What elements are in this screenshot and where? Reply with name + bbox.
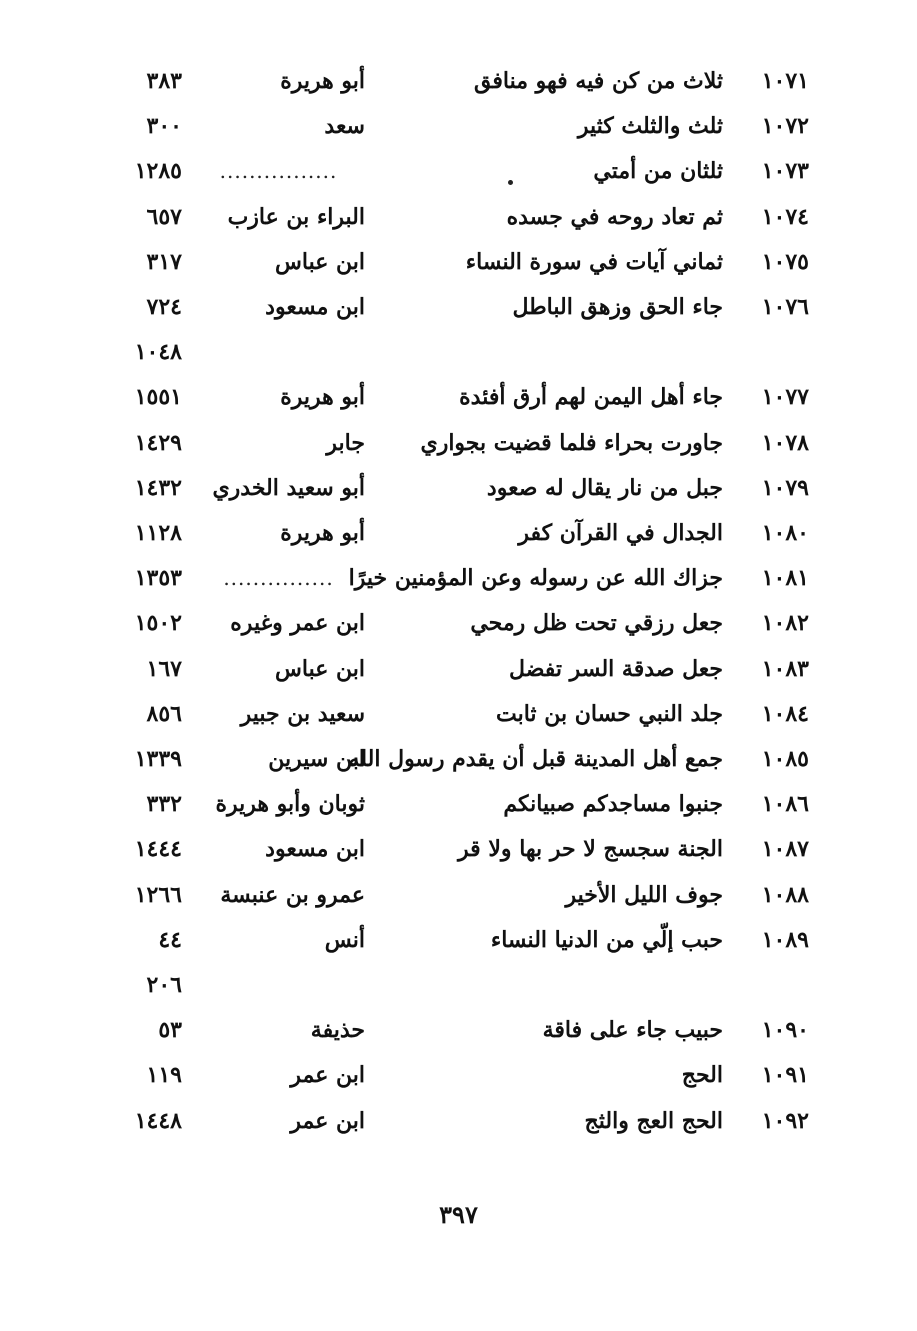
reference-number: ١٦٧ xyxy=(146,656,182,682)
dotted-leader: ................ xyxy=(219,159,338,183)
hadith-text: ثماني آيات في سورة النساء xyxy=(465,249,723,275)
narrator-name: سعيد بن جبير xyxy=(240,701,365,727)
reference-number: ٣٣٢ xyxy=(146,791,182,817)
entry-number: ١٠٩٠ xyxy=(761,1017,809,1043)
reference-number: ١٤٣٢ xyxy=(134,475,182,501)
index-entry xyxy=(0,58,917,104)
narrator-name: ابن عمر وغيره xyxy=(230,610,365,636)
index-entry xyxy=(0,284,917,330)
index-entry xyxy=(0,239,917,285)
index-entry xyxy=(0,1098,917,1144)
hadith-text: جوف الليل الأخير xyxy=(565,882,723,908)
reference-number: ١٥٠٢ xyxy=(134,610,182,636)
entry-number: ١٠٨٩ xyxy=(761,927,809,953)
reference-number: ١٤٢٩ xyxy=(134,430,182,456)
hadith-text: حبيب جاء على فاقة xyxy=(542,1017,723,1043)
index-entry xyxy=(0,826,917,872)
narrator-name: ابن سيرين xyxy=(268,746,365,772)
entry-number: ١٠٨٥ xyxy=(761,746,809,772)
narrator-name: ابن عباس xyxy=(275,656,365,682)
entry-number: ١٠٧٣ xyxy=(761,158,809,184)
index-entry xyxy=(0,600,917,646)
hadith-text: جبل من نار يقال له صعود xyxy=(486,475,723,501)
entry-number: ١٠٧٨ xyxy=(761,430,809,456)
entry-number: ١٠٧١ xyxy=(761,68,809,94)
reference-number: ١٢٨٥ xyxy=(134,158,182,184)
narrator-name: ثوبان وأبو هريرة xyxy=(215,791,365,817)
reference-number: ٥٣ xyxy=(158,1017,182,1043)
ink-dot xyxy=(508,180,513,185)
reference-number: ٣٠٠ xyxy=(146,113,182,139)
hadith-text: الجدال في القرآن كفر xyxy=(518,520,723,546)
reference-number: ١٣٣٩ xyxy=(134,746,182,772)
index-entry xyxy=(0,691,917,737)
page-number: ٣٩٧ xyxy=(439,1200,478,1229)
narrator-name: ابن مسعود xyxy=(265,294,365,320)
hadith-text: الجنة سجسج لا حر بها ولا قر xyxy=(458,836,723,862)
hadith-text: حبب إلّي من الدنيا النساء xyxy=(490,927,723,953)
index-entry xyxy=(0,736,917,782)
narrator-name: ابن عمر xyxy=(290,1108,365,1134)
narrator-name: حذيفة xyxy=(310,1017,365,1043)
entry-number: ١٠٧٢ xyxy=(761,113,809,139)
index-entry xyxy=(0,194,917,240)
index-entry xyxy=(0,103,917,149)
narrator-name: أنس xyxy=(324,927,365,953)
index-entry xyxy=(0,555,917,601)
index-entry xyxy=(0,872,917,918)
hadith-text: الحج xyxy=(681,1062,723,1088)
entry-number: ١٠٧٥ xyxy=(761,249,809,275)
hadith-text: ثلاث من كن فيه فهو منافق xyxy=(474,68,723,94)
index-entry xyxy=(0,465,917,511)
hadith-text: جاورت بحراء فلما قضيت بجواري xyxy=(420,430,723,456)
reference-number: ١٣٥٣ xyxy=(134,565,182,591)
narrator-name: عمرو بن عنبسة xyxy=(220,882,365,908)
index-entry xyxy=(0,148,917,194)
entry-number: ١٠٨٤ xyxy=(761,701,809,727)
entry-number: ١٠٨٧ xyxy=(761,836,809,862)
reference-number: ٣١٧ xyxy=(146,249,182,275)
narrator-name: ابن عباس xyxy=(275,249,365,275)
hadith-text: جلد النبي حسان بن ثابت xyxy=(495,701,723,727)
entry-number: ١٠٩١ xyxy=(761,1062,809,1088)
index-entry xyxy=(0,1052,917,1098)
hadith-text: الحج العج والثج xyxy=(584,1108,723,1134)
reference-number: ١١٩ xyxy=(146,1062,182,1088)
index-entry xyxy=(0,917,917,963)
entry-number: ١٠٨٣ xyxy=(761,656,809,682)
index-entry xyxy=(0,510,917,556)
reference-number: ١٤٤٨ xyxy=(134,1108,182,1134)
reference-number: ٤٤ xyxy=(158,927,182,953)
dotted-leader: ............... xyxy=(223,566,334,590)
entry-number: ١٠٨٨ xyxy=(761,882,809,908)
index-entry xyxy=(0,329,917,375)
reference-number: ٦٥٧ xyxy=(146,204,182,230)
reference-number: ١٢٦٦ xyxy=(134,882,182,908)
hadith-text: ثلثان من أمتي xyxy=(593,158,723,184)
narrator-name: أبو هريرة xyxy=(280,520,365,546)
reference-number: ٣٨٣ xyxy=(146,68,182,94)
entry-number: ١٠٨١ xyxy=(761,565,809,591)
hadith-text: جاء الحق وزهق الباطل xyxy=(512,294,723,320)
narrator-name: جابر xyxy=(326,430,365,456)
reference-number: ١٠٤٨ xyxy=(134,339,182,365)
hadith-text: جزاك الله عن رسوله وعن المؤمنين خيرًا xyxy=(348,565,723,591)
entry-number: ١٠٧٧ xyxy=(761,384,809,410)
reference-number: ١١٢٨ xyxy=(134,520,182,546)
entry-number: ١٠٩٢ xyxy=(761,1108,809,1134)
hadith-text: جمع أهل المدينة قبل أن يقدم رسول الله xyxy=(348,746,723,772)
narrator-name: ابن عمر xyxy=(290,1062,365,1088)
reference-number: ١٥٥١ xyxy=(134,384,182,410)
reference-number: ٨٥٦ xyxy=(146,701,182,727)
narrator-name: أبو سعيد الخدري xyxy=(212,475,365,501)
hadith-text: جنبوا مساجدكم صبيانكم xyxy=(503,791,723,817)
index-entry xyxy=(0,420,917,466)
entry-number: ١٠٧٩ xyxy=(761,475,809,501)
narrator-name: البراء بن عازب xyxy=(227,204,365,230)
entry-number: ١٠٨٢ xyxy=(761,610,809,636)
index-entry xyxy=(0,1007,917,1053)
entry-number: ١٠٧٤ xyxy=(761,204,809,230)
reference-number: ٧٢٤ xyxy=(146,294,182,320)
hadith-text: ثم تعاد روحه في جسده xyxy=(506,204,723,230)
hadith-text: ثلث والثلث كثير xyxy=(577,113,723,139)
narrator-name: أبو هريرة xyxy=(280,68,365,94)
hadith-text: جاء أهل اليمن لهم أرق أفئدة xyxy=(459,384,723,410)
entry-number: ١٠٨٠ xyxy=(761,520,809,546)
narrator-name: سعد xyxy=(324,113,365,139)
hadith-text: جعل رزقي تحت ظل رمحي xyxy=(470,610,723,636)
narrator-name: ابن مسعود xyxy=(265,836,365,862)
hadith-text: جعل صدقة السر تفضل xyxy=(509,656,723,682)
entry-number: ١٠٧٦ xyxy=(761,294,809,320)
index-entry xyxy=(0,962,917,1008)
index-entry xyxy=(0,374,917,420)
narrator-name: أبو هريرة xyxy=(280,384,365,410)
reference-number: ٢٠٦ xyxy=(146,972,182,998)
index-entry xyxy=(0,781,917,827)
entry-number: ١٠٨٦ xyxy=(761,791,809,817)
reference-number: ١٤٤٤ xyxy=(134,836,182,862)
index-entry xyxy=(0,646,917,692)
